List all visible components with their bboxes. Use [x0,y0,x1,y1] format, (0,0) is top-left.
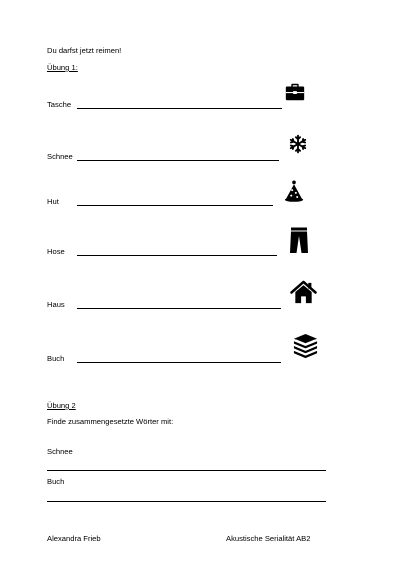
exercise2-title: Übung 2 [47,401,76,410]
snowflake-icon [288,134,308,154]
exercise1-word-haus: Haus [47,300,65,309]
answer-line[interactable] [77,255,277,256]
exercise2-word-buch: Buch [47,477,65,486]
answer-line[interactable] [47,501,326,502]
party-hat-icon [283,180,305,204]
exercise2-instruction: Finde zusammengesetzte Wörter mit: [47,417,174,426]
worksheet-heading: Du darfst jetzt reimen! [47,46,122,55]
exercise1-word-buch: Buch [47,354,65,363]
briefcase-icon [284,81,306,103]
exercise1-word-tasche: Tasche [47,100,72,109]
exercise1-word-hose: Hose [47,247,65,256]
footer-title: Akustische Serialität AB2 [226,534,311,543]
exercise2-word-schnee: Schnee [47,447,73,456]
exercise1-word-hut: Hut [47,197,59,206]
footer-author: Alexandra Frieb [47,534,101,543]
answer-line[interactable] [77,160,279,161]
exercise1-title: Übung 1: [47,63,78,72]
books-icon [292,333,319,360]
answer-line[interactable] [77,308,281,309]
answer-line[interactable] [77,205,273,206]
exercise1-word-schnee: Schnee [47,152,73,161]
answer-line[interactable] [47,470,326,471]
house-icon [290,280,317,305]
trousers-icon [289,227,309,254]
answer-line[interactable] [77,362,281,363]
answer-line[interactable] [77,108,282,109]
